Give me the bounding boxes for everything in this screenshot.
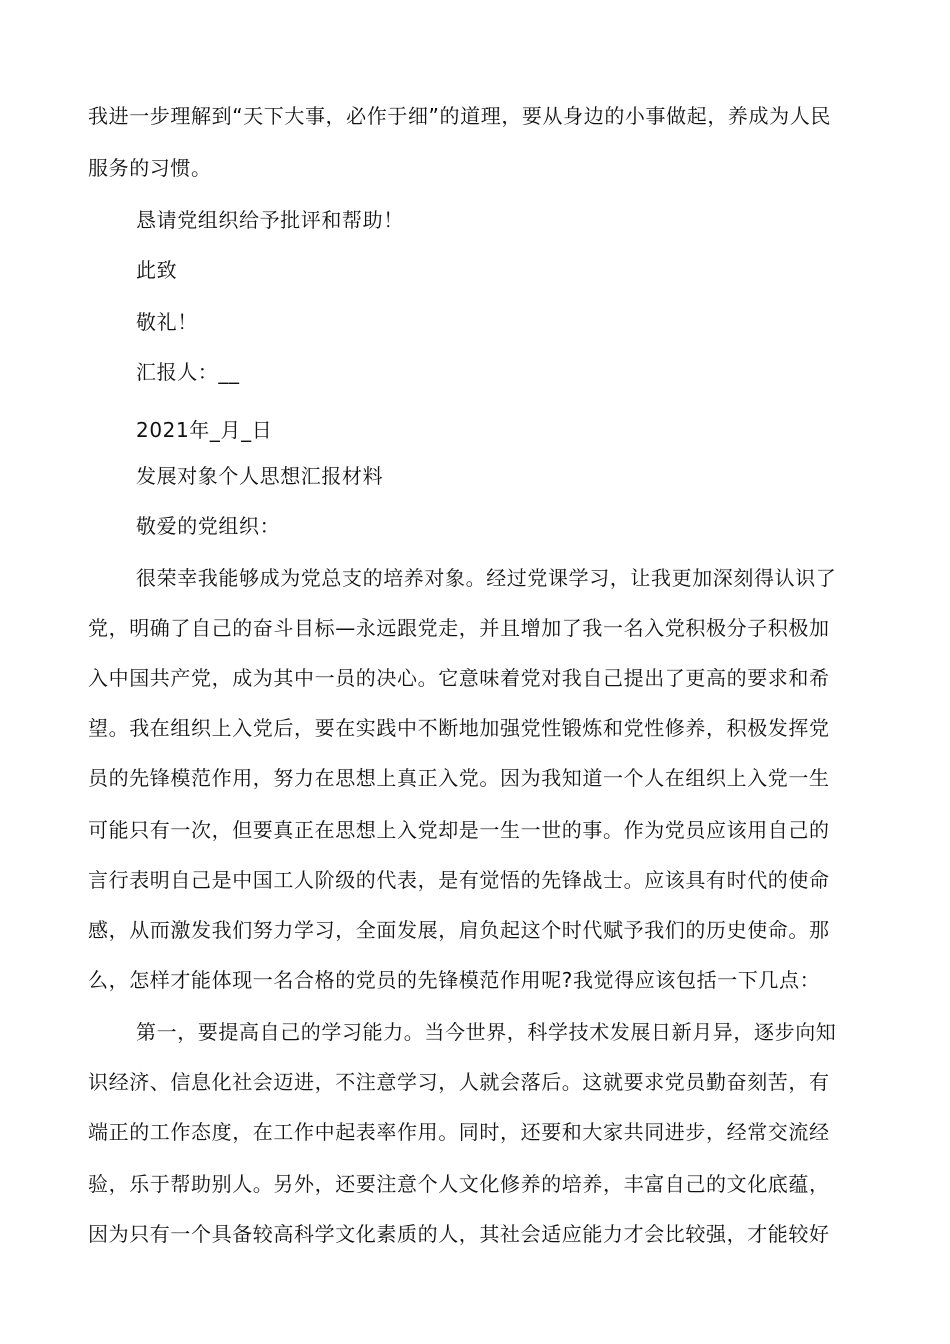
paragraph-line: 很荣幸我能够成为党总支的培养对象。经过党课学习，让我更加深刻得认识了 xyxy=(136,566,837,590)
paragraph-line: 第一，要提高自己的学习能力。当今世界，科学技术发展日新月异，逐步向知 xyxy=(136,1020,837,1044)
paragraph-line: 么，怎样才能体现一名合格的党员的先锋模范作用呢?我觉得应该包括一下几点： xyxy=(88,968,821,992)
paragraph-line: 我进一步理解到“天下大事，必作于细”的道理，要从身边的小事做起，养成为人民 xyxy=(88,104,831,128)
paragraph-line: 可能只有一次，但要真正在思想上入党却是一生一世的事。作为党员应该用自己的 xyxy=(88,818,830,842)
paragraph-line: 服务的习惯。 xyxy=(88,156,212,180)
paragraph-line: 员的先锋模范作用，努力在思想上真正入党。因为我知道一个人在组织上入党一生 xyxy=(88,766,830,790)
paragraph-line: 党，明确了自己的奋斗目标—永远跟党走，并且增加了我一名入党积极分子积极加 xyxy=(88,616,830,640)
document-title: 发展对象个人思想汇报材料 xyxy=(136,464,384,488)
date-line: 2021年_月_日 xyxy=(136,418,273,442)
paragraph-line: 言行表明自己是中国工人阶级的代表，是有觉悟的先锋战士。应该具有时代的使命 xyxy=(88,868,830,892)
paragraph-line: 验，乐于帮助别人。另外，还要注意个人文化修养的培养，丰富自己的文化底蕴， xyxy=(88,1172,830,1196)
reporter-line: 汇报人：__ xyxy=(136,360,240,384)
request-line: 恳请党组织给予批评和帮助！ xyxy=(136,208,404,232)
greeting-line: 敬爱的党组织： xyxy=(136,514,281,538)
paragraph-line: 识经济、信息化社会迈进，不注意学习，人就会落后。这就要求党员勤奋刻苦，有 xyxy=(88,1070,830,1094)
paragraph-line: 端正的工作态度，在工作中起表率作用。同时，还要和大家共同进步，经常交流经 xyxy=(88,1120,830,1144)
salutation-line: 敬礼！ xyxy=(136,310,198,334)
salutation-line: 此致 xyxy=(136,258,178,282)
paragraph-line: 感，从而激发我们努力学习，全面发展，肩负起这个时代赋予我们的历史使命。那 xyxy=(88,918,830,942)
paragraph-line: 入中国共产党，成为其中一员的决心。它意味着党对我自己提出了更高的要求和希 xyxy=(88,666,830,690)
paragraph-line: 因为只有一个具备较高科学文化素质的人，其社会适应能力才会比较强，才能较好 xyxy=(88,1222,830,1246)
paragraph-line: 望。我在组织上入党后，要在实践中不断地加强党性锻炼和党性修养，积极发挥党 xyxy=(88,716,830,740)
